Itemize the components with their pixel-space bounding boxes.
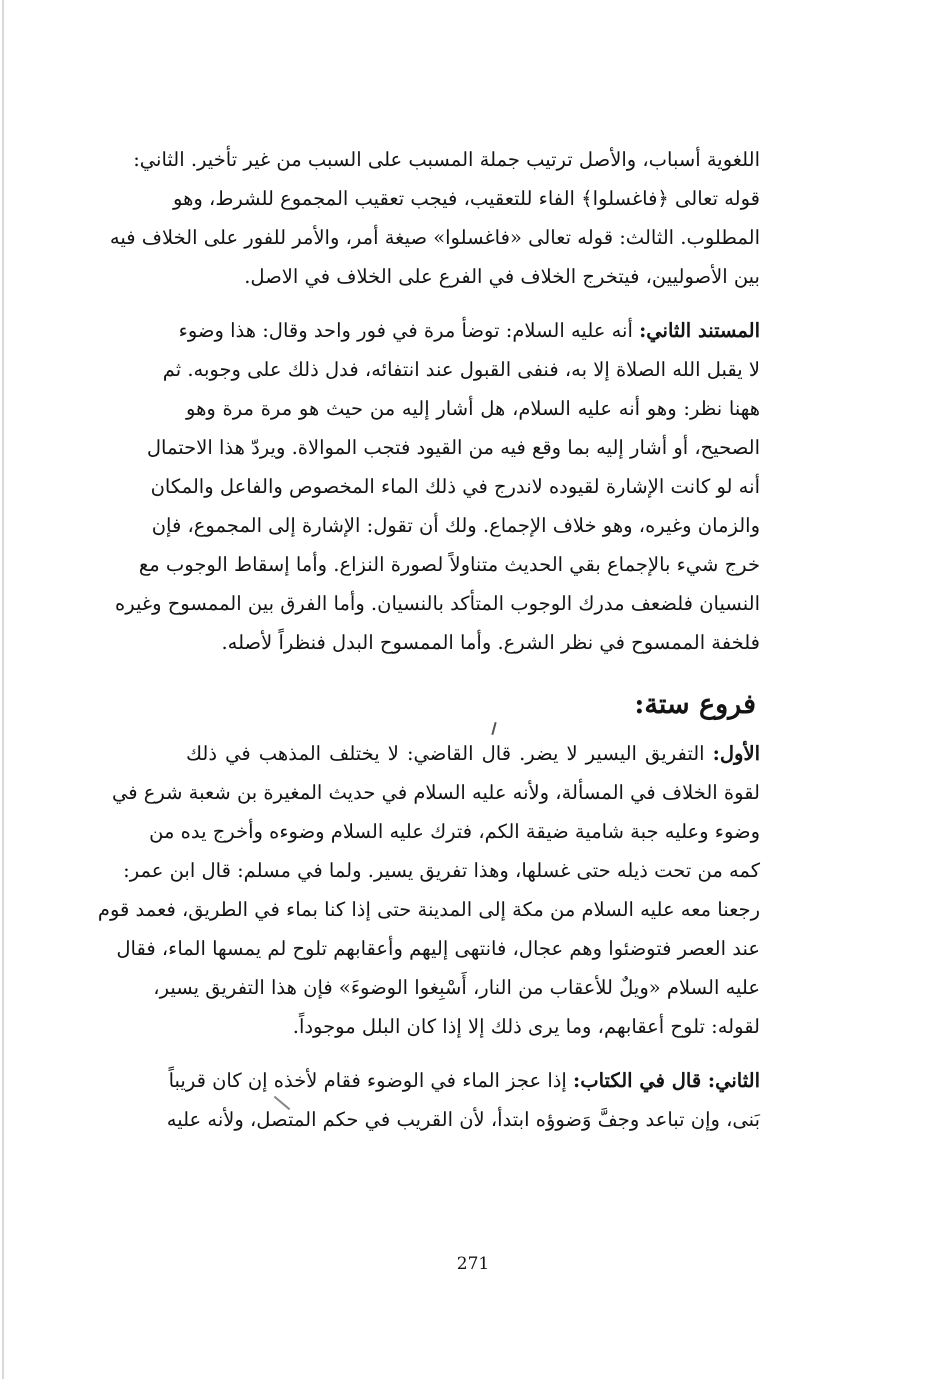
text-line: كمه من تحت ذيله حتى غسلها، وهذا تفريق يسير. ولما في مسلم: قال ابن عمر: [123, 859, 760, 882]
text-line: اللغوية أسباب، والأصل ترتيب جملة المسبب على السبب من غير تأخير. الثاني: [133, 148, 760, 171]
branch-1 [97, 734, 760, 1046]
text-line [186, 734, 760, 773]
text-line: عند العصر فتوضئوا وهم عجال، فانتهى إليهم وأعقابهم تلوح لم يمسها الماء، فقال [116, 937, 760, 960]
paragraph-lead: المستند الثاني: [639, 319, 760, 342]
text-line: وضوء وعليه جبة شامية ضيقة الكم، فترك عليه السلام وضوءه وأخرج يده من [149, 820, 760, 843]
paragraph-2 [115, 311, 760, 662]
branch-lead: الثاني: قال في الكتاب: [573, 1069, 760, 1092]
text-line: والزمان وغيره، وهو خلاف الإجماع. ولك أن تقول: الإشارة إلى المجموع، فإن [151, 514, 760, 537]
scan-edge-shadow [2, 0, 4, 1379]
text-line: لقوة الخلاف في المسألة، ولأنه عليه السلام في حديث المغيرة بن شعبة شرع في [111, 781, 760, 804]
text-line: بَنى، وإن تباعد وجفَّ وَضوؤه ابتدأ، لأن القريب في حكم المتصل، ولأنه عليه [166, 1108, 760, 1131]
text-line: بين الأصوليين، فيتخرج الخلاف في الفرع على الخلاف في الاصل. [244, 265, 760, 288]
branch-2 [166, 1061, 760, 1139]
text-line: لقوله: تلوح أعقابهم، وما يرى ذلك إلا إذا كان البلل موجوداً. [292, 1015, 760, 1038]
text-line: فلخفة الممسوح في نظر الشرع. وأما الممسوح البدل فنظراً لأصله. [221, 631, 760, 654]
text-line: أنه لو كانت الإشارة لقيوده لاندرج في ذلك الماء المخصوص والفاعل والمكان [150, 475, 760, 498]
text-run: إذا عجز الماء في الوضوء فقام لأخذه إن كان قريباً [168, 1069, 574, 1092]
text-line: عليه السلام «ويلٌ للأعقاب من النار، أَسْبِغوا الوضوءَ» فإن هذا التفريق يسير، [153, 976, 760, 999]
text-run: أنه عليه السلام: توضأ مرة في فور واحد وقال: هذا وضوء [178, 319, 640, 342]
paragraph-1 [109, 140, 760, 296]
text-line [178, 311, 760, 350]
text-line: الصحيح، أو أشار إليه بما وقع فيه من القيود فتجب الموالاة. ويردّ هذا الاحتمال [146, 436, 760, 459]
section-heading: فروع ستة: [634, 689, 756, 720]
text-line: رجعنا معه عليه السلام من مكة إلى المدينة حتى إذا كنا بماء في الطريق، فعمد قوم [97, 898, 760, 921]
page-number: 271 [456, 1254, 490, 1274]
text-line: قوله تعالى ﴿فاغسلوا﴾ الفاء للتعقيب، فيجب تعقيب المجموع للشرط، وهو [173, 187, 760, 210]
text-line [168, 1061, 760, 1100]
page-body [97, 140, 760, 1154]
text-line: لا يقبل الله الصلاة إلا به، فنفى القبول عند انتفائه، فدل ذلك على وجوبه. ثم [162, 358, 760, 381]
text-line: النسيان فلضعف مدرك الوجوب المتأكد بالنسيان. وأما الفرق بين الممسوح وغيره [115, 592, 760, 615]
text-run: التفريق اليسير لا يضر. قال القاضي: لا يختلف المذهب في ذلك [186, 742, 713, 765]
branch-lead: الأول: [712, 742, 760, 765]
text-line: المطلوب. الثالث: قوله تعالى «فاغسلوا» صيغة أمر، والأمر للفور على الخلاف فيه [109, 226, 760, 249]
text-line: خرج شيء بالإجماع بقي الحديث متناولاً لصورة النزاع. وأما إسقاط الوجوب مع [138, 553, 760, 576]
text-line: ههنا نظر: وهو أنه عليه السلام، هل أشار إليه من حيث هو مرة مرة وهو [186, 397, 760, 420]
